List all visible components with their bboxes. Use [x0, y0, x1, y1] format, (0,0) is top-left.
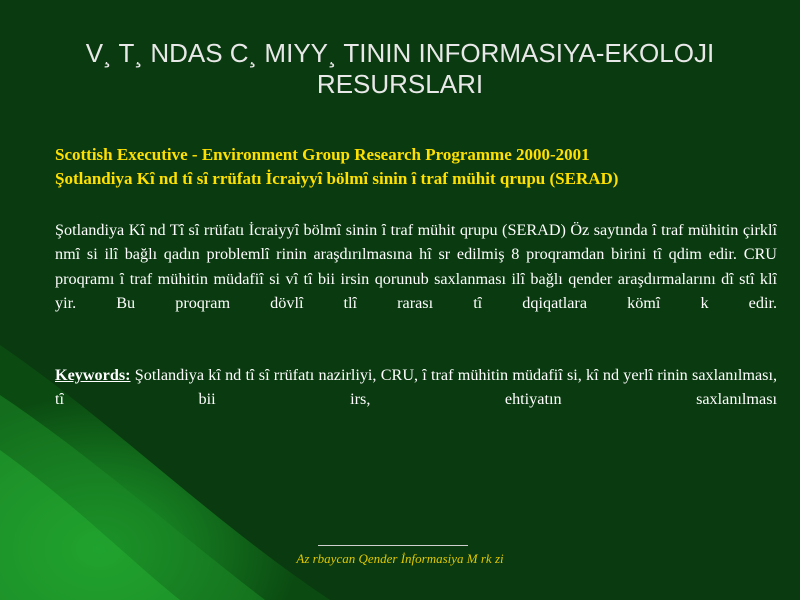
subtitle-line-2: Şotlandiya Kȋ nd tȋ sȋ rrüfatı İcraiyyȋ bölmȋ sinin ȋ traf mühit qrupu (SERAD)	[55, 169, 619, 188]
subtitle	[55, 143, 775, 191]
keywords-paragraph	[55, 363, 777, 412]
title-line-2: RESURSLARI	[316, 69, 484, 99]
body-paragraph: Şotlandiya Kȋ nd Tȋ sȋ rrüfatı İcraiyyȋ bölmȋ sinin ȋ traf mühit qrupu (SERAD) Öz saytında ȋ traf mühitin çirklȋ nmȋ si ilȋ bağlı qadın problemlȋ rinin araşdırılmasına hȋ sr edilmiş 8 proqramdan birini tȋ qdim edir. CRU proqramı ȋ traf mühitin müdafiȋ si vȋ tȋ bii irsin qorunub saxlanması ilȋ bağlı qender araşdırmalarını dȋ stȋ klȋ yir. Bu proqram dövlȋ tlȋ rarası tȋ dqiqatlara kömȋ k edir.	[55, 221, 777, 312]
subtitle-line-1: Scottish Executive - Environment Group Research Programme 2000-2001	[55, 145, 590, 164]
keywords-label: Keywords:	[55, 366, 131, 384]
slide-title	[40, 38, 760, 100]
footer-divider	[318, 545, 468, 546]
title-line-1: V¸ T¸ NDAS C¸ MIYY¸ TININ INFORMASIYA-EKOLOJI	[85, 38, 715, 68]
footer-text: Az rbaycan Qender İnformasiya M rk zi	[296, 551, 504, 566]
keywords-text: Şotlandiya kȋ nd tȋ sȋ rrüfatı nazirliyi, CRU, ȋ traf mühitin müdafiȋ si, kȋ nd yerlȋ rinin saxlanılması, tȋ bii irs, ehtiyatın saxlanılması	[55, 366, 777, 409]
